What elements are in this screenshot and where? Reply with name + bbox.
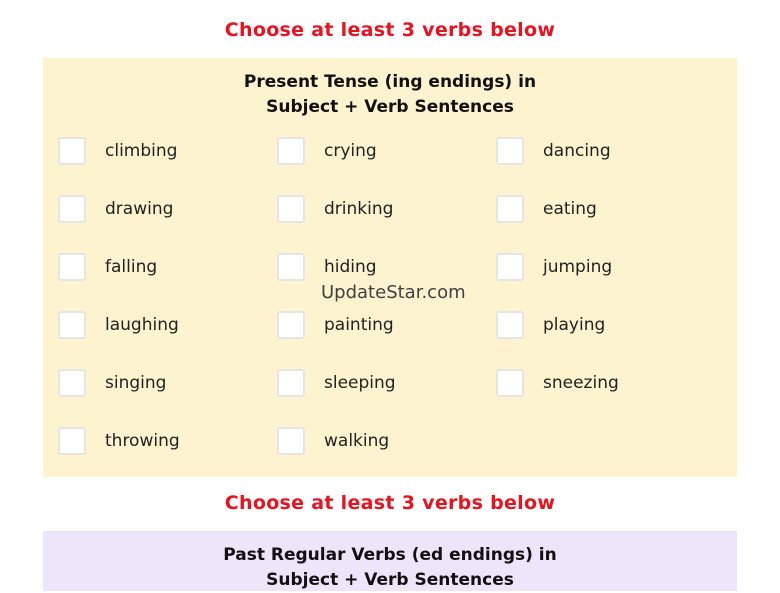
verb-option[interactable]	[277, 195, 477, 227]
verb-option[interactable]	[58, 137, 258, 169]
verb-checkbox[interactable]	[58, 253, 86, 281]
past-regular-panel	[43, 531, 737, 591]
verb-checkbox[interactable]	[496, 369, 524, 397]
verb-option[interactable]	[277, 311, 477, 343]
verb-label: climbing	[105, 141, 178, 161]
verb-label: falling	[105, 257, 158, 277]
verb-checkbox[interactable]	[58, 311, 86, 339]
verb-checkbox[interactable]	[496, 311, 524, 339]
verb-checkbox[interactable]	[496, 253, 524, 281]
verb-label: walking	[324, 431, 390, 451]
verb-option[interactable]	[496, 195, 696, 227]
verb-option[interactable]	[277, 137, 477, 169]
verb-label: sneezing	[543, 373, 619, 393]
title-line-2: Subject + Verb Sentences	[266, 570, 514, 590]
verb-label: laughing	[105, 315, 179, 335]
verb-option[interactable]	[277, 427, 477, 459]
verb-label: drinking	[324, 199, 394, 219]
verb-option[interactable]	[58, 253, 258, 285]
verb-checkbox[interactable]	[277, 427, 305, 455]
verb-label: eating	[543, 199, 597, 219]
verb-option[interactable]	[496, 369, 696, 401]
verb-label: painting	[324, 315, 394, 335]
verb-option[interactable]	[58, 195, 258, 227]
verb-checkbox[interactable]	[58, 427, 86, 455]
verb-checkbox[interactable]	[496, 137, 524, 165]
verb-checkbox[interactable]	[277, 311, 305, 339]
section2-instruction: Choose at least 3 verbs below	[224, 492, 556, 514]
verb-label: playing	[543, 315, 606, 335]
verb-checkbox[interactable]	[58, 195, 86, 223]
verb-option[interactable]	[496, 253, 696, 285]
title-line-1: Present Tense (ing endings) in	[243, 72, 537, 92]
verb-checkbox[interactable]	[58, 369, 86, 397]
verb-option[interactable]	[58, 369, 258, 401]
past-regular-title	[43, 543, 737, 593]
present-tense-title	[43, 70, 737, 120]
verb-label: throwing	[105, 431, 180, 451]
verb-label: dancing	[543, 141, 611, 161]
verb-checkbox[interactable]	[58, 137, 86, 165]
verb-label: drawing	[105, 199, 174, 219]
verb-option[interactable]	[277, 253, 477, 285]
verb-option[interactable]	[58, 427, 258, 459]
watermark: UpdateStar.com	[321, 282, 466, 303]
section1-instruction: Choose at least 3 verbs below	[224, 19, 556, 41]
verb-option[interactable]	[58, 311, 258, 343]
title-line-1: Past Regular Verbs (ed endings) in	[223, 545, 557, 565]
verb-option[interactable]	[496, 137, 696, 169]
verb-option[interactable]	[496, 311, 696, 343]
verb-checkbox[interactable]	[277, 137, 305, 165]
verb-option[interactable]	[277, 369, 477, 401]
present-tense-panel	[43, 58, 737, 477]
verb-checkbox[interactable]	[277, 369, 305, 397]
verb-label: singing	[105, 373, 167, 393]
verb-label: crying	[324, 141, 377, 161]
verb-checkbox[interactable]	[277, 253, 305, 281]
title-line-2: Subject + Verb Sentences	[266, 97, 514, 117]
verb-label: sleeping	[324, 373, 396, 393]
verb-checkbox[interactable]	[277, 195, 305, 223]
verb-label: hiding	[324, 257, 377, 277]
verb-checkbox[interactable]	[496, 195, 524, 223]
verb-label: jumping	[543, 257, 613, 277]
